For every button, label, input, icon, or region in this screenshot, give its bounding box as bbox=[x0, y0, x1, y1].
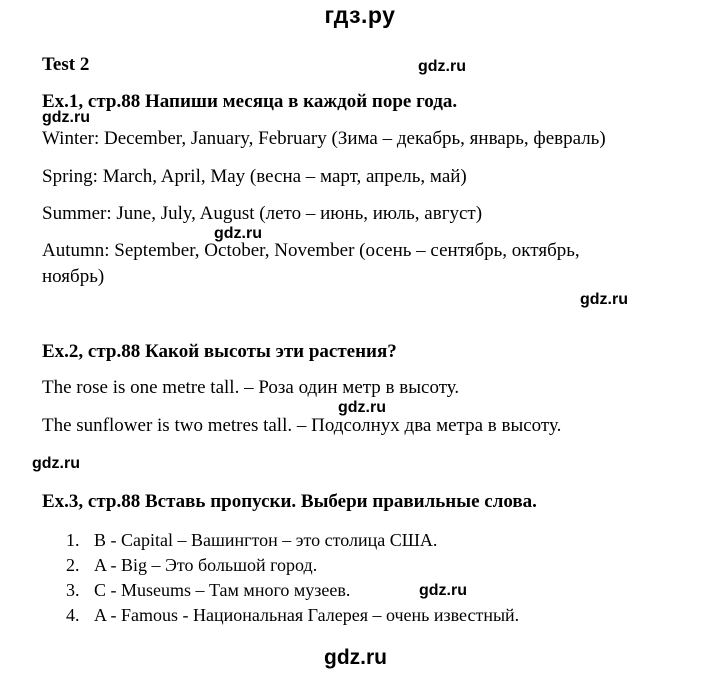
list-item-text: B - Capital – Вашингтон – это столица США. bbox=[94, 530, 438, 550]
ex1-line: Winter: December, January, February (Зима – декабрь, январь, февраль) bbox=[42, 128, 606, 149]
list-item bbox=[66, 580, 350, 601]
list-item bbox=[66, 530, 437, 551]
watermark: gdz.ru bbox=[419, 582, 467, 599]
watermark: gdz.ru bbox=[338, 399, 386, 416]
list-item bbox=[66, 555, 317, 576]
site-header: гдз.ру bbox=[324, 2, 396, 28]
ex2-line: The rose is one metre tall. – Роза один метр в высоту. bbox=[42, 377, 460, 398]
ex2-heading: Ex.2, стр.88 Какой высоты эти растения? bbox=[42, 341, 397, 362]
list-item-number: 4. bbox=[66, 605, 80, 625]
watermark: gdz.ru bbox=[42, 109, 90, 126]
list-item-text: A - Famous - Национальная Галерея – очень известный. bbox=[94, 605, 520, 625]
ex1-line: Summer: June, July, August (лето – июнь, июль, август) bbox=[42, 203, 483, 224]
watermark: gdz.ru bbox=[324, 646, 387, 669]
list-item-number: 1. bbox=[66, 530, 80, 550]
ex1-line: ноябрь) bbox=[42, 266, 105, 287]
watermark: gdz.ru bbox=[580, 291, 628, 308]
list-item-number: 2. bbox=[66, 555, 80, 575]
watermark: gdz.ru bbox=[214, 225, 262, 242]
test-title: Test 2 bbox=[42, 54, 90, 75]
ex2-line: The sunflower is two metres tall. – Подсолнух два метра в высоту. bbox=[42, 415, 562, 436]
list-item-text: C - Museums – Там много музеев. bbox=[94, 580, 351, 600]
ex1-line: Spring: March, April, May (весна – март, апрель, май) bbox=[42, 166, 467, 187]
watermark: gdz.ru bbox=[418, 58, 466, 75]
list-item-number: 3. bbox=[66, 580, 80, 600]
ex1-heading: Ex.1, стр.88 Напиши месяца в каждой поре года. bbox=[42, 91, 458, 112]
list-item-text: A - Big – Это большой город. bbox=[94, 555, 318, 575]
ex1-line: Autumn: September, October, November (осень – сентябрь, октябрь, bbox=[42, 240, 580, 261]
ex3-heading: Ex.3, стр.88 Вставь пропуски. Выбери правильные слова. bbox=[42, 491, 537, 512]
list-item bbox=[66, 605, 519, 626]
watermark: gdz.ru bbox=[32, 455, 80, 472]
